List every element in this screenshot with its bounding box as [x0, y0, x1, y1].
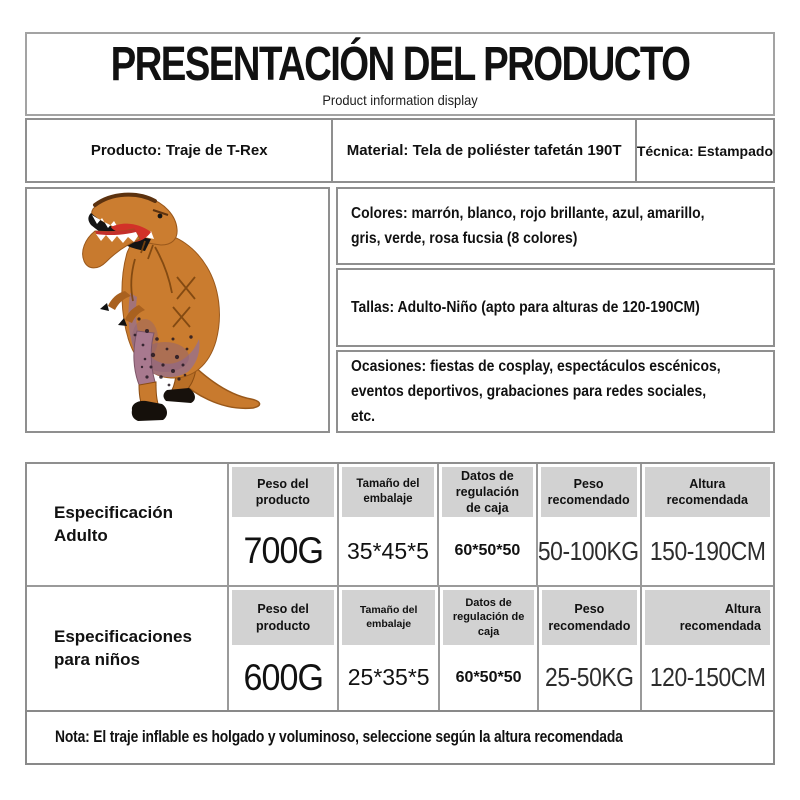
- spec-col-peso-producto: [227, 464, 337, 585]
- info-cell-tecnica: Técnica: Estampado: [635, 120, 773, 181]
- spec-col-altura-recomendada: [640, 587, 773, 710]
- note-bar: [25, 710, 775, 765]
- column-header: Altura recomendada: [645, 467, 770, 517]
- ocasiones-line-3: etc.: [351, 408, 376, 425]
- spec-row-children: [27, 585, 773, 710]
- cell-value: 35*45*5: [347, 537, 429, 564]
- column-header: Peso del producto: [232, 590, 334, 645]
- column-header: Peso del producto: [232, 467, 334, 517]
- column-header: Altura recomendada: [645, 590, 770, 645]
- spec-row-adult: [27, 464, 773, 585]
- cell-value: 700G: [243, 530, 323, 571]
- spec-label-children: Especificaciones para niños: [54, 626, 192, 669]
- cell-value: 25-50KG: [545, 662, 634, 692]
- column-header: Datos de regulación de caja: [442, 467, 533, 517]
- spec-col-tamano-embalaje: [337, 587, 438, 710]
- specification-table: [25, 462, 775, 712]
- spec-col-altura-recomendada: [640, 464, 773, 585]
- spec-col-datos-caja: [437, 464, 536, 585]
- product-image-box: [25, 187, 330, 433]
- title-box: [25, 32, 775, 116]
- colores-line-2: gris, verde, rosa fucsia (8 colores): [351, 230, 578, 247]
- column-header: Peso recomendado: [542, 590, 637, 645]
- page-subtitle: Product information display: [322, 92, 478, 108]
- detail-ocasiones: [336, 350, 775, 433]
- ocasiones-line-1: Ocasiones: fiestas de cosplay, espectáculos escénicos,: [351, 358, 721, 375]
- column-header: Tamaño del embalaje: [342, 467, 434, 517]
- cell-value: 60*50*50: [454, 542, 521, 559]
- column-header: Peso recomendado: [541, 467, 637, 517]
- cell-value: 120-150CM: [649, 662, 766, 692]
- detail-colores: [336, 187, 775, 265]
- spec-col-tamano-embalaje: [337, 464, 437, 585]
- cell-value: 600G: [243, 656, 323, 698]
- t-rex-costume-image: [27, 189, 328, 431]
- note-text: Nota: El traje inflable es holgado y voluminoso, seleccione según la altura recomendada: [55, 728, 623, 746]
- tallas-line-1: Tallas: Adulto-Niño (apto para alturas de 120-190CM): [351, 299, 700, 316]
- spec-label-adult: Especificación Adulto: [54, 502, 174, 545]
- spec-col-peso-recomendado: [536, 464, 640, 585]
- info-cell-producto: Producto: Traje de T-Rex: [90, 142, 268, 159]
- spec-col-peso-producto: [227, 587, 337, 710]
- page-title: PRESENTACIÓN DEL PRODUCTO: [110, 38, 690, 91]
- spec-col-datos-caja: [438, 587, 537, 710]
- detail-tallas: [336, 268, 775, 347]
- ocasiones-line-2: eventos deportivos, grabaciones para redes sociales,: [351, 383, 707, 400]
- column-header: Tamaño del embalaje: [342, 590, 435, 645]
- cell-value: 150-190CM: [649, 535, 766, 566]
- cell-value: 60*50*50: [455, 668, 522, 686]
- info-cell-material: Material: Tela de poliéster tafetán 190T: [331, 120, 634, 181]
- cell-value: 25*35*5: [347, 664, 430, 690]
- column-header: Datos de regulación de caja: [443, 590, 534, 645]
- cell-value: 50-100KG: [538, 535, 640, 566]
- spec-col-peso-recomendado: [537, 587, 640, 710]
- product-info-row: [25, 118, 775, 183]
- colores-line-1: Colores: marrón, blanco, rojo brillante, azul, amarillo,: [351, 205, 705, 222]
